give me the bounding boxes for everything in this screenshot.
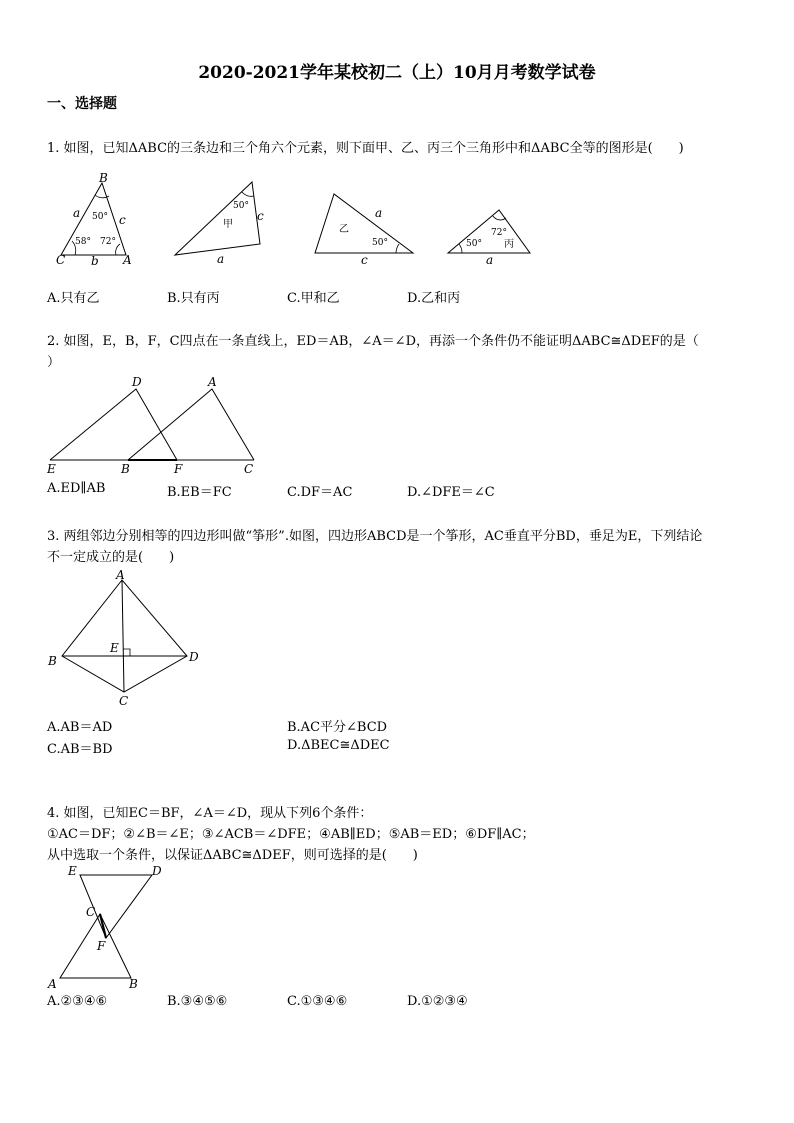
- q2-option-c[interactable]: C.DF＝AC: [287, 485, 353, 500]
- label-bing: 丙: [504, 239, 514, 250]
- q1-option-c[interactable]: C.甲和乙: [287, 291, 340, 306]
- label-a: A: [116, 568, 125, 582]
- section-heading: 一、选择题: [47, 96, 117, 112]
- q4-option-c[interactable]: C.①③④⑥: [287, 994, 348, 1009]
- angle-72: 72°: [100, 237, 116, 247]
- angle-50-jia: 50°: [233, 201, 249, 211]
- label-c: C: [244, 462, 254, 476]
- q4-option-a[interactable]: A.②③④⑥: [47, 994, 108, 1009]
- label-b: B: [48, 654, 57, 668]
- side-c-jia: c: [257, 209, 264, 223]
- label-e: E: [47, 462, 56, 476]
- q4-option-d[interactable]: D.①②③④: [407, 994, 468, 1009]
- q3-option-a[interactable]: A.AB＝AD: [47, 720, 113, 735]
- label-yi: 乙: [339, 224, 349, 235]
- angle-50-bing: 50°: [466, 239, 482, 249]
- q3-option-c[interactable]: C.AB＝BD: [47, 742, 113, 757]
- triangle-abc: [56, 171, 132, 268]
- q4-option-b[interactable]: B.③④⑤⑥: [167, 994, 228, 1009]
- question-4-figure: [44, 862, 164, 992]
- angle-50-yi: 50°: [372, 238, 388, 248]
- label-b: B: [121, 462, 130, 476]
- label-c: C: [119, 694, 129, 708]
- question-3-figure: [44, 568, 214, 710]
- q1-option-b[interactable]: B.只有丙: [167, 291, 220, 306]
- label-c: C: [56, 253, 66, 267]
- label-e: E: [110, 641, 119, 655]
- question-2-figure: [44, 372, 274, 476]
- side-a-jia: a: [217, 252, 225, 266]
- label-d: D: [132, 375, 142, 389]
- label-a: A: [48, 977, 57, 991]
- angle-72-bing: 72°: [491, 228, 507, 238]
- side-a-yi: a: [375, 206, 383, 220]
- q2-option-a[interactable]: A.ED∥AB: [47, 481, 106, 496]
- side-a-bing: a: [486, 253, 494, 267]
- question-2-stem-line2: ）: [47, 355, 61, 370]
- label-jia: 甲: [223, 219, 233, 230]
- q1-option-a[interactable]: A.只有乙: [47, 291, 100, 306]
- label-a: A: [208, 375, 217, 389]
- page-title: 2020-2021学年某校初二（上）10月月考数学试卷: [198, 63, 596, 83]
- question-4-conditions: ①AC＝DF；②∠B＝∠E；③∠ACB＝∠DFE；④AB∥ED；⑤AB＝ED；⑥DF∥AC；: [47, 827, 535, 842]
- side-b: b: [91, 254, 99, 268]
- label-a: A: [123, 253, 132, 267]
- angle-50: 50°: [92, 212, 108, 222]
- question-3-stem-line2: 不一定成立的是( ): [47, 550, 175, 565]
- q1-option-d[interactable]: D.乙和丙: [407, 291, 461, 306]
- angle-58: 58°: [75, 237, 91, 247]
- label-e: E: [68, 864, 77, 878]
- side-c-yi: c: [361, 253, 368, 267]
- question-1-stem: 1. 如图，已知ΔABC的三条边和三个角六个元素，则下面甲、乙、丙三个三角形中和ΔABC全等的图形是( ): [47, 141, 684, 156]
- question-3-stem-line1: 3. 两组邻边分别相等的四边形叫做“筝形”.如图，四边形ABCD是一个筝形，AC垂直平分BD，垂足为E，下列结论: [47, 529, 703, 544]
- label-d: D: [189, 650, 199, 664]
- q3-option-d[interactable]: D.ΔBEC≅ΔDEC: [287, 738, 390, 753]
- side-c: c: [119, 213, 126, 227]
- triangle-bing: [448, 210, 530, 267]
- question-4-stem-line3: 从中选取一个条件，以保证ΔABC≅ΔDEF，则可选择的是( ): [47, 848, 418, 863]
- triangle-yi: [315, 194, 413, 267]
- q2-option-d[interactable]: D.∠DFE＝∠C: [407, 485, 495, 500]
- label-b: B: [129, 977, 138, 991]
- q2-option-b[interactable]: B.EB＝FC: [167, 485, 232, 500]
- q3-option-b[interactable]: B.AC平分∠BCD: [287, 720, 388, 735]
- side-a: a: [73, 206, 81, 220]
- label-d: D: [152, 864, 162, 878]
- label-b: B: [99, 171, 108, 185]
- question-4-stem-line1: 4. 如图，已知EC＝BF，∠A＝∠D，现从下列6个条件：: [47, 806, 373, 821]
- label-c: C: [86, 905, 96, 919]
- question-2-stem-line1: 2. 如图，E，B，F，C四点在一条直线上，ED＝AB，∠A＝∠D，再添一个条件仍不能证明ΔABC≅ΔDEF的是（: [47, 334, 699, 349]
- label-f: F: [174, 462, 183, 476]
- triangle-jia: [175, 182, 264, 266]
- question-1-figure: [40, 172, 560, 272]
- label-f: F: [97, 939, 106, 953]
